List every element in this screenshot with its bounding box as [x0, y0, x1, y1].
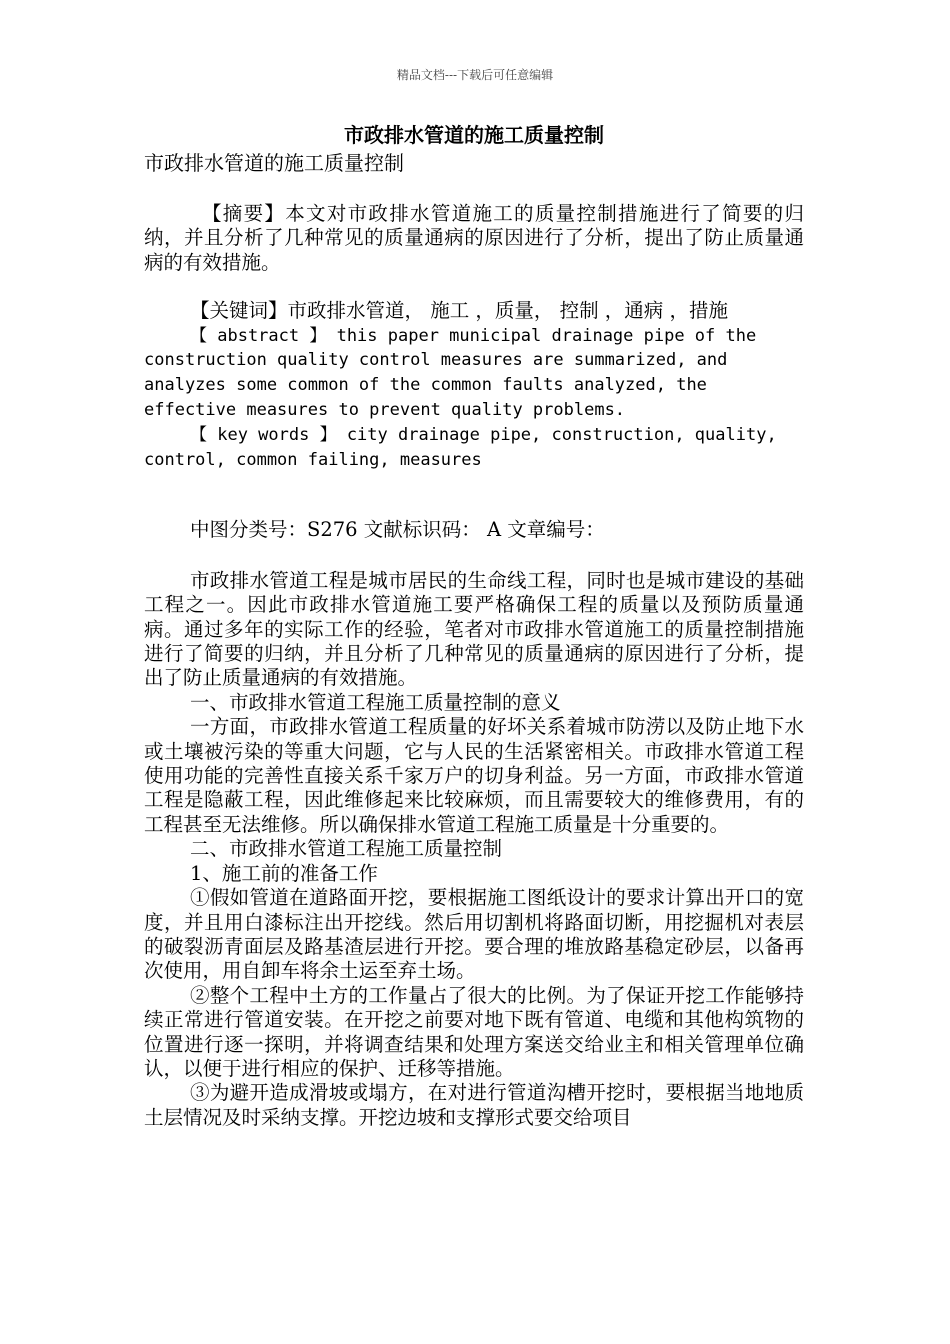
list-item-3: ③为避开造成滑坡或塌方，在对进行管道沟槽开挖时，要根据当地地质土层情况及时采纳支撑。开挖边坡和支撑形式要交给项目 — [144, 1081, 804, 1129]
section1-paragraph: 一方面，市政排水管道工程质量的好坏关系着城市防涝以及防止地下水或土壤被污染的等重大问题，它与人民的生活紧密相关。市政排水管道工程使用功能的完善性直接关系千家万户的切身利益。另一方面，市政排水管道工程是隐蔽工程，因此维修起来比较麻烦，而且需要较大的维修费用，有的工程甚至无法维修。所以确保排水管道工程施工质量是十分重要的。 — [144, 715, 804, 836]
keywords-en: 【 key words 】 city drainage pipe, construction, quality, control, common failing, measures — [144, 424, 777, 470]
intro-paragraph: 市政排水管道工程是城市居民的生命线工程，同时也是城市建设的基础工程之一。因此市政排水管道施工要严格确保工程的质量以及预防质量通病。通过多年的实际工作的经验，笔者对市政排水管道施工的质量控制措施进行了简要的归纳，并且分析了几种常见的质量通病的原因进行了分析，提出了防止质量通病的有效措施。 — [144, 568, 804, 690]
section1-heading: 一、市政排水管道工程施工质量控制的意义 — [190, 690, 561, 714]
abstract-en: 【 abstract 】 this paper municipal drainage pipe of the construction quality control measures are summarized, and analyzes some common of the common faults analyzed, the effective measures to prevent quality problems. — [144, 325, 757, 421]
section2-heading: 二、市政排水管道工程施工质量控制 — [190, 837, 503, 861]
subsection1-heading: 1、施工前的准备工作 — [190, 861, 378, 885]
list-item-2: ②整个工程中土方的工作量占了很大的比例。为了保证开挖工作能够持续正常进行管道安装。在开挖之前要对地下既有管道、电缆和其他构筑物的位置进行逐一探明，并将调查结果和处理方案送交给业主和相关管理单位确认，以便于进行相应的保护、迁移等措施。 — [144, 983, 804, 1080]
keywords-cn: 【关键词】市政排水管道， 施工 ，质量， 控制 ，通病 ，措施 — [190, 299, 728, 323]
classification-line: 中图分类号：S276 文献标识码： A 文章编号： — [190, 518, 605, 542]
document-subtitle: 市政排水管道的施工质量控制 — [144, 151, 404, 175]
document-title: 市政排水管道的施工质量控制 — [344, 123, 604, 147]
document-body — [144, 120, 804, 1130]
page-header-note: 精品文档---下载后可任意编辑 — [396, 68, 554, 82]
abstract-cn: 【摘要】本文对市政排水管道施工的质量控制措施进行了简要的归纳，并且分析了几种常见的质量通病的原因进行了分析，提出了防止质量通病的有效措施。 — [144, 202, 804, 274]
list-item-1: ①假如管道在道路面开挖，要根据施工图纸设计的要求计算出开口的宽度，并且用白漆标注出开挖线。然后用切割机将路面切断，用挖掘机对表层的破裂沥青面层及路基渣层进行开挖。要合理的堆放路基稳定砂层，以备再次使用，用自卸车将余土运至弃土场。 — [144, 886, 804, 983]
